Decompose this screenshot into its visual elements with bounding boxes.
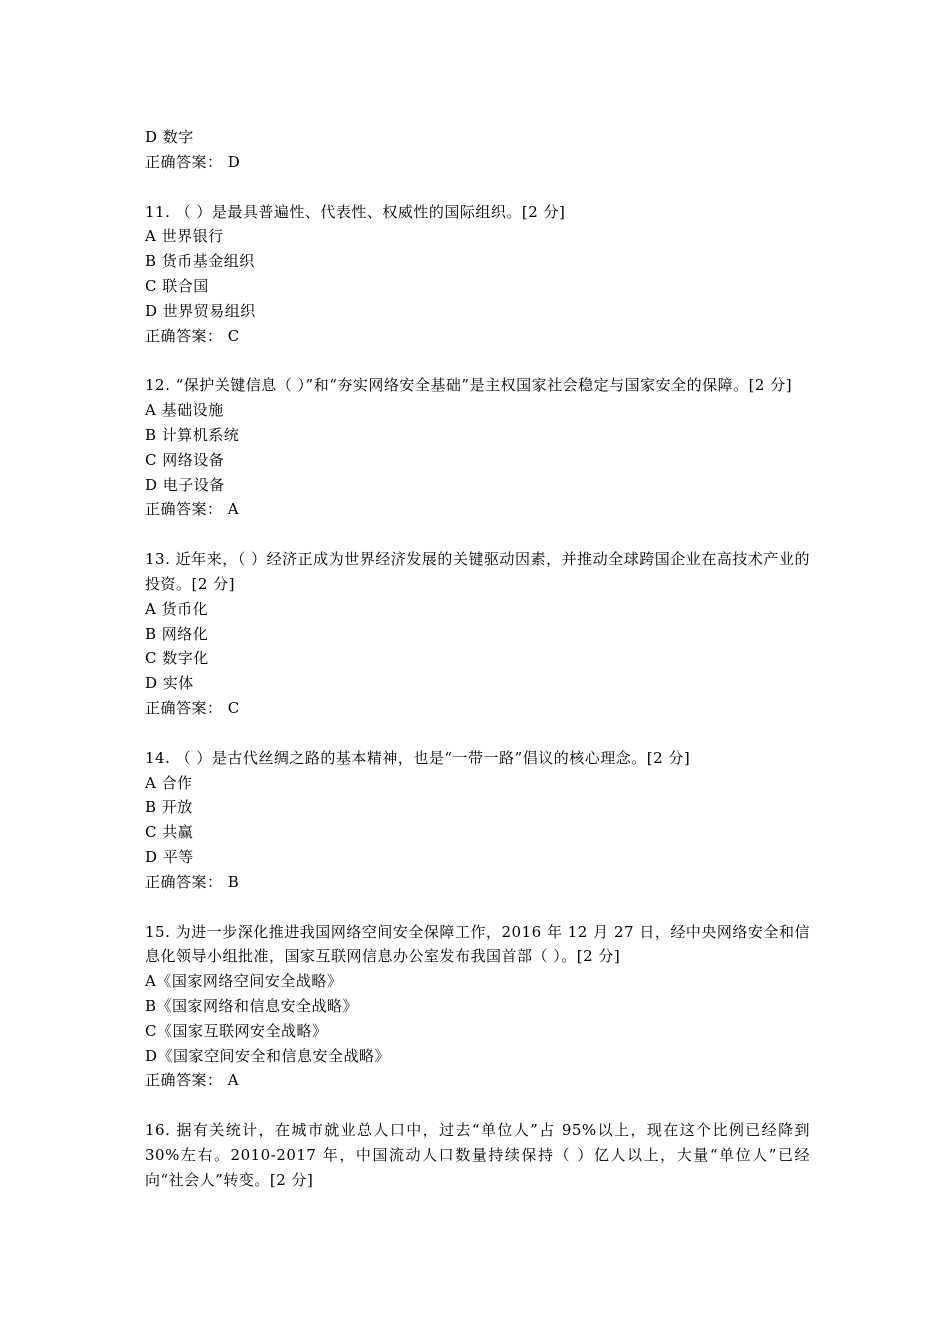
question-stem: 12. “保护关键信息（ ）”和“夯实网络安全基础”是主权国家社会稳定与国家安全的保障。[2 分] [145,376,793,395]
correct-answer: 正确答案： A [145,1071,240,1090]
question-16 [145,1118,810,1192]
question-13 [145,547,810,721]
spacer [145,522,810,547]
question-12 [145,373,810,522]
correct-answer: 正确答案： B [145,872,240,891]
option-a: A 世界银行 [145,227,224,246]
option-a: A 基础设施 [145,401,224,420]
question-14 [145,746,810,895]
option-d: D《国家空间安全和信息安全战略》 [145,1046,391,1065]
question-stem: 15. 为进一步深化推进我国网络空间安全保障工作，2016 年 12 月 27 日，经中央网络安全和信息化领导小组批准，国家互联网信息办公室发布我国首部（ ）。[2 分] [145,922,810,966]
question-stem: 11. （ ）是最具普遍性、代表性、权威性的国际组织。[2 分] [145,202,566,221]
option-b: B《国家网络和信息安全战略》 [145,996,359,1015]
correct-answer: 正确答案： C [145,326,240,345]
correct-answer: 正确答案： C [145,698,240,717]
spacer [145,721,810,746]
option-b: B 开放 [145,798,193,817]
option-d: D 实体 [145,674,194,693]
question-stem: 13. 近年来，（ ）经济正成为世界经济发展的关键驱动因素，并推动全球跨国企业在高技术产业的投资。[2 分] [145,550,810,593]
option-c: C 共赢 [145,823,194,842]
spacer [145,175,810,200]
option-d: D 世界贸易组织 [145,301,256,320]
question-stem: 16. 据有关统计，在城市就业总人口中，过去“单位人”占 95%以上，现在这个比例已经降到 30%左右。2010-2017 年，中国流动人口数量持续保持（ ）亿人以上，大量“单位人”已经向“社会人”转变。[2 分] [145,1121,810,1189]
option-c: C《国家互联网安全战略》 [145,1021,328,1040]
document-page [145,125,810,1192]
option-d: D 平等 [145,847,194,866]
option-b: B 计算机系统 [145,425,240,444]
question-11 [145,200,810,349]
correct-answer: 正确答案： A [145,500,240,519]
option-c: C 数字化 [145,649,209,668]
option-d: D 数字 [145,128,194,146]
question-stem: 14. （ ）是古代丝绸之路的基本精神，也是“一带一路”倡议的核心理念。[2 分] [145,748,691,767]
spacer [145,895,810,920]
correct-answer: 正确答案： D [145,152,241,171]
spacer [145,348,810,373]
question-15 [145,920,810,1094]
carry-over-block [145,125,810,175]
option-a: A 合作 [145,773,193,792]
option-d: D 电子设备 [145,475,225,494]
option-b: B 网络化 [145,624,209,643]
option-b: B 货币基金组织 [145,252,255,271]
option-c: C 网络设备 [145,450,225,469]
option-a: A《国家网络空间安全战略》 [145,972,343,991]
spacer [145,1093,810,1118]
option-c: C 联合国 [145,276,209,295]
option-a: A 货币化 [145,599,209,618]
